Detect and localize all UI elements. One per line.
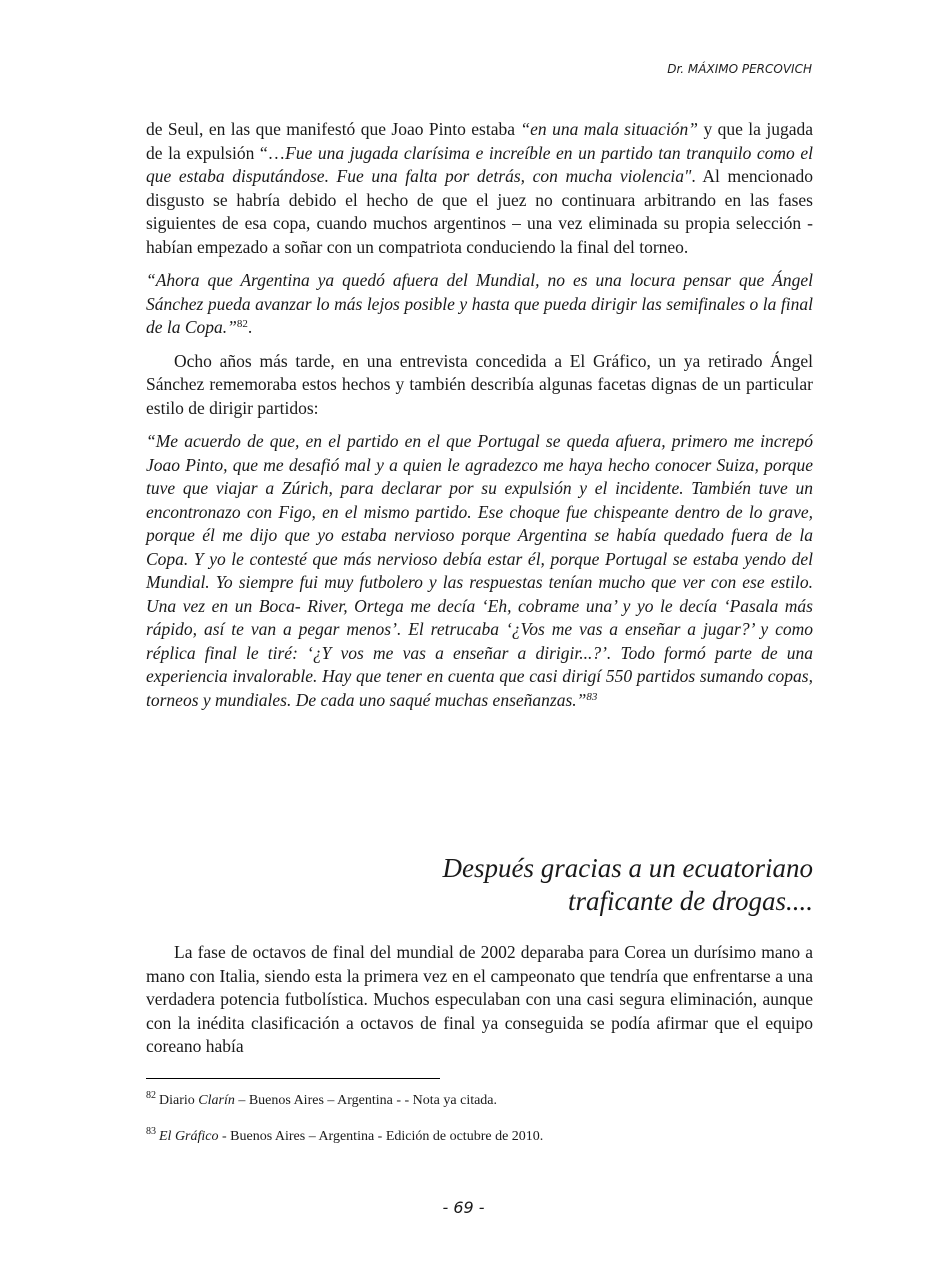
quote-inline: “en una mala situación” [520, 119, 699, 139]
body-text-top [146, 118, 813, 722]
footnote-ref: 83 [586, 690, 598, 703]
section-heading [443, 852, 813, 918]
footnote-number: 82 [146, 1090, 156, 1101]
text: de Seul, en las que manifestó que Joao Pinto estaba [146, 119, 521, 139]
source-title: El Gráfico [159, 1129, 219, 1144]
running-header: Dr. MÁXIMO PERCOVICH [667, 62, 812, 76]
source-title: Clarín [198, 1093, 235, 1108]
paragraph-2: Ocho años más tarde, en una entrevista concedida a El Gráfico, un ya retirado Ángel Sánchez rememoraba estos hechos y también describía algunas facetas dignas de un particular estilo de dirigir partidos: [146, 350, 813, 418]
text: - Buenos Aires – Argentina - Edición de octubre de 2010. [218, 1129, 544, 1144]
footnote-number: 83 [146, 1126, 156, 1137]
heading-line: traficante de drogas.... [568, 886, 813, 916]
paragraph-3: La fase de octavos de final del mundial de 2002 deparaba para Corea un durísimo mano a mano con Italia, siendo esta la primera vez en el campeonato que tendría que enfrentarse a una verdadera potencia futbolística. Muchos especulaban con una casi segura eliminación, aunque con la inédita clasificación a octavos de final ya conseguida se podía afirmar que el equipo coreano había [146, 942, 813, 1056]
footnote-83 [146, 1128, 813, 1146]
body-text-bottom [146, 941, 813, 1059]
block-quote-2 [146, 430, 813, 712]
quote-inline: Fue una jugada clarísima e increíble en un partido tan tranquilo como el que estaba disputándose. Fue una falta por detrás, con mucha violencia" [146, 142, 813, 186]
text: y que la jugada de la expulsión “… [146, 119, 813, 163]
footnote-divider [146, 1078, 440, 1079]
quote-text: “Me acuerdo de que, en el partido en el que Portugal se queda afuera, primero me increpó Joao Pinto, que me desafió mal y a quien le agradezco me haya hecho conocer Suiza, porque tuve que viajar a Zúrich, para declarar por su expulsión y el incidente. También tuve un encontronazo con Figo, en el mismo partido. Ese choque fue chispeante dentro de lo grave, porque él me dijo que yo estaba nervioso porque Argentina se había quedado fuera de la Copa. Y yo le contesté que más nervioso debía estar él, porque Portugal se estaba yendo del Mundial. Yo siempre fui muy futbolero y las respuestas tenían mucho que ver con ese estilo. Una vez en un Boca- River, Ortega me decía ‘Eh, cobrame una’ y yo le decía ‘Pasala más rápido, así te van a pegar menos’. El retrucaba ‘¿Vos me vas a enseñar a jugar?’ y como réplica final le tiré: ‘¿Y vos me vas a enseñar a dirigir...?’. Todo formó parte de una experiencia invalorable. Hay que tener en cuenta que casi dirigí 550 partidos sumando copas, torneos y mundiales. De cada uno saqué muchas enseñanzas.” [146, 431, 813, 710]
text: – Buenos Aires – Argentina - - Nota ya citada. [234, 1093, 498, 1108]
text: . [247, 317, 253, 337]
heading-line: Después gracias a un ecuatoriano [442, 853, 813, 883]
block-quote-1 [146, 269, 813, 340]
quote-text: “Ahora que Argentina ya quedó afuera del Mundial, no es una locura pensar que Ángel Sánchez pueda avanzar lo más lejos posible y hasta que pueda dirigir las semifinales o la final de la Copa.” [146, 270, 813, 337]
text: Diario [159, 1093, 199, 1108]
page-number: - 69 - [442, 1198, 485, 1217]
footnote-ref: 82 [236, 318, 248, 330]
paragraph-1 [146, 118, 813, 259]
footnote-82 [146, 1092, 813, 1110]
text: . Al mencionado disgusto se habría debido el hecho de que el juez no continuara arbitrando en las fases siguientes de esa copa, cuando muchos argentinos – una vez eliminada su propia selección - habían empezado a soñar con un compatriota conduciendo la final del torneo. [146, 166, 813, 257]
